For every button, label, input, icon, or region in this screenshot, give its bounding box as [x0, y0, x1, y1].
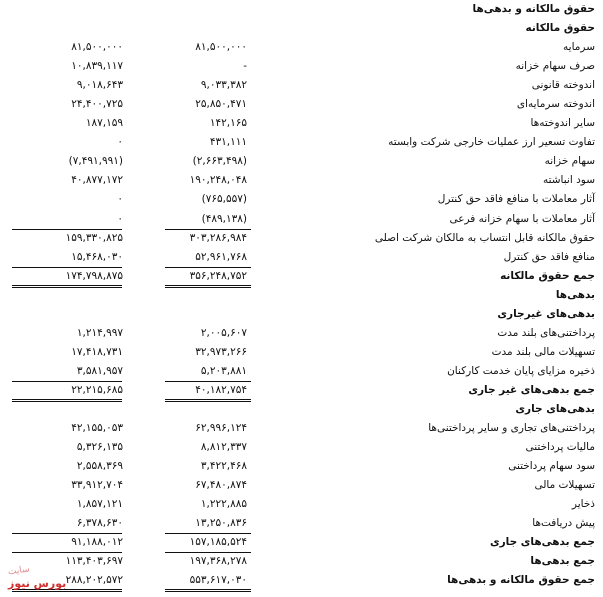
table-row [0, 133, 603, 152]
total-underline [12, 399, 122, 400]
value-current-year: ۶۲,۹۹۶,۱۲۴ [195, 422, 247, 435]
table-row [0, 248, 603, 267]
total-underline [165, 589, 251, 590]
table-row [0, 57, 603, 76]
row-label: حقوق مالکانه [525, 22, 595, 34]
total-underline [12, 381, 122, 382]
value-current-year: ۴۰,۱۸۲,۷۵۴ [195, 383, 247, 396]
value-prior-year: ۲۸۸,۲۰۲,۵۷۲ [65, 574, 123, 587]
total-underline [165, 401, 251, 402]
value-prior-year: ۱,۲۱۴,۹۹۷ [76, 326, 123, 339]
value-prior-year: ۳۳,۹۱۲,۷۰۴ [71, 479, 123, 492]
table-row [0, 152, 603, 171]
total-underline [165, 552, 251, 553]
total-underline [12, 287, 122, 288]
table-row [0, 438, 603, 457]
value-prior-year: ۲,۵۵۸,۳۶۹ [76, 460, 123, 473]
value-current-year: (۷۶۵,۵۵۷) [201, 193, 247, 206]
value-prior-year: ۴۰,۸۷۷,۱۷۲ [71, 174, 123, 187]
table-row [0, 95, 603, 114]
source-logo: بورس نیوز [8, 577, 67, 590]
total-underline [165, 399, 251, 400]
row-label: آثار معاملات با منافع فاقد حق کنترل [437, 193, 595, 206]
row-label: حقوق مالکانه قابل انتساب به مالکان شرکت اصلی [374, 231, 595, 244]
value-prior-year: ۱۰,۸۳۹,۱۱۷ [71, 60, 123, 73]
row-label: پرداختنی‌های بلند مدت [497, 326, 595, 339]
row-label: ذخایر [571, 498, 595, 511]
value-current-year: ۳۲,۹۷۳,۲۶۶ [195, 345, 247, 358]
row-label: پرداختنی‌های تجاری و سایر پرداختنی‌ها [428, 422, 595, 435]
total-underline [12, 229, 122, 230]
table-row [0, 305, 603, 324]
value-current-year: (۴۸۹,۱۳۸) [201, 212, 247, 225]
table-row [0, 533, 603, 552]
row-label: آثار معاملات با سهام خزانه فرعی [449, 212, 595, 225]
table-row [0, 76, 603, 95]
table-row [0, 38, 603, 57]
row-label: ذخیره مزایای پایان خدمت کارکنان [447, 364, 595, 377]
row-label: بدهی‌ها [555, 288, 595, 301]
value-current-year: ۹,۰۳۳,۳۸۲ [200, 79, 247, 92]
value-prior-year: ۹۱,۱۸۸,۰۱۲ [71, 536, 123, 549]
table-row [0, 400, 603, 419]
table-row [0, 324, 603, 343]
value-current-year: - [243, 60, 247, 73]
row-label: صرف سهام خزانه [515, 60, 595, 73]
row-label: جمع بدهی‌ها [530, 555, 595, 568]
table-row [0, 190, 603, 209]
row-label: تسهیلات مالی [534, 479, 595, 492]
total-underline [12, 267, 122, 268]
table-row [0, 171, 603, 190]
table-row [0, 457, 603, 476]
value-current-year: ۱,۲۲۲,۸۸۵ [200, 498, 247, 511]
row-label: بدهی‌های غیرجاری [497, 307, 595, 320]
total-underline [165, 533, 251, 534]
value-current-year: ۲۵,۸۵۰,۴۷۱ [195, 98, 247, 111]
value-prior-year: ۰ [117, 136, 123, 149]
value-current-year: ۸,۸۱۲,۳۳۷ [200, 441, 247, 454]
value-current-year: ۱۹۰,۲۴۸,۰۴۸ [189, 174, 247, 187]
value-current-year: ۵۵۳,۶۱۷,۰۳۰ [189, 574, 247, 587]
row-label: مالیات پرداختنی [525, 441, 595, 454]
watermark: سایت [7, 564, 31, 578]
value-current-year: ۳۵۶,۲۴۸,۷۵۲ [189, 269, 247, 282]
total-underline [12, 591, 122, 592]
value-prior-year: ۱,۸۵۷,۱۲۱ [76, 498, 123, 511]
value-current-year: ۶۷,۴۸۰,۸۷۴ [195, 479, 247, 492]
table-row [0, 114, 603, 133]
value-prior-year: ۱۸۷,۱۵۹ [85, 117, 123, 130]
row-label: سود سهام پرداختنی [508, 460, 595, 473]
row-label: منافع فاقد حق کنترل [503, 250, 595, 263]
value-prior-year: ۱۵,۴۶۸,۰۳۰ [71, 250, 123, 263]
value-current-year: ۵۲,۹۶۱,۷۶۸ [195, 250, 247, 263]
row-label: جمع بدهی‌های غیر جاری [468, 383, 595, 396]
table-row [0, 381, 603, 400]
row-label: جمع بدهی‌های جاری [489, 536, 595, 549]
total-underline [165, 285, 251, 286]
value-prior-year: ۰ [117, 212, 123, 225]
table-row [0, 210, 603, 229]
table-row [0, 343, 603, 362]
table-row [0, 19, 603, 38]
value-current-year: ۱۹۷,۳۶۸,۲۷۸ [189, 555, 247, 568]
value-prior-year: ۲۴,۴۰۰,۷۲۵ [71, 98, 123, 111]
table-row [0, 286, 603, 305]
row-label: جمع حقوق مالکانه و بدهی‌ها [447, 574, 595, 587]
value-current-year: ۳۰۳,۲۸۶,۹۸۴ [189, 231, 247, 244]
value-prior-year: ۰ [117, 193, 123, 206]
value-current-year: ۳,۴۲۲,۴۶۸ [200, 460, 247, 473]
row-label: اندوخته سرمایه‌ای [516, 98, 595, 111]
value-prior-year: ۱۷۴,۷۹۸,۸۷۵ [65, 269, 123, 282]
value-prior-year: ۱۱۳,۴۰۳,۶۹۷ [65, 555, 123, 568]
value-prior-year: ۴۲,۱۵۵,۰۵۳ [71, 422, 123, 435]
value-current-year: ۱۳,۲۵۰,۸۳۶ [195, 517, 247, 530]
table-row [0, 571, 603, 590]
value-current-year: ۸۱,۵۰۰,۰۰۰ [195, 41, 247, 54]
row-label: پیش دریافت‌ها [532, 517, 595, 530]
value-current-year: ۲,۰۰۵,۶۰۷ [200, 326, 247, 339]
row-label: سایر اندوخته‌ها [530, 117, 595, 130]
row-label: سهام خزانه [544, 155, 595, 168]
total-underline [165, 267, 251, 268]
total-underline [165, 287, 251, 288]
total-underline [12, 552, 122, 553]
total-underline [165, 229, 251, 230]
value-prior-year: ۵,۳۲۶,۱۳۵ [76, 441, 123, 454]
value-prior-year: ۸۱,۵۰۰,۰۰۰ [71, 41, 123, 54]
row-label: بدهی‌های جاری [515, 403, 595, 415]
value-prior-year: ۲۲,۲۱۵,۶۸۵ [71, 383, 123, 396]
table-row [0, 476, 603, 495]
value-current-year: ۵,۲۰۳,۸۸۱ [200, 364, 247, 377]
value-current-year: ۱۴۲,۱۶۵ [209, 117, 247, 130]
row-label: جمع حقوق مالکانه [500, 269, 595, 282]
value-prior-year: ۶,۳۷۸,۶۳۰ [76, 517, 123, 530]
row-label: تسهیلات مالی بلند مدت [491, 345, 595, 358]
total-underline [165, 591, 251, 592]
table-row [0, 362, 603, 381]
table-row [0, 267, 603, 286]
table-row [0, 229, 603, 248]
table-row [0, 495, 603, 514]
table-row [0, 514, 603, 533]
total-underline [165, 381, 251, 382]
value-current-year: ۱۵۷,۱۸۵,۵۲۴ [189, 536, 247, 549]
value-prior-year: ۳,۵۸۱,۹۵۷ [76, 364, 123, 377]
value-current-year: ۴۳۱,۱۱۱ [209, 136, 247, 149]
row-label: اندوخته قانونی [531, 79, 595, 92]
total-underline [12, 285, 122, 286]
total-underline [12, 401, 122, 402]
row-label: تفاوت تسعیر ارز عملیات خارجی شرکت وابسته [388, 136, 595, 149]
table-row [0, 552, 603, 571]
row-label: سود انباشته [542, 174, 595, 187]
value-current-year: (۲,۶۶۳,۴۹۸) [192, 155, 247, 168]
row-label: سرمایه [563, 41, 595, 54]
document-title: حقوق مالکانه و بدهی‌ها [472, 3, 595, 15]
section-title-row [0, 0, 603, 19]
table-row [0, 419, 603, 438]
value-prior-year: ۱۷,۴۱۸,۷۳۱ [71, 345, 123, 358]
value-prior-year: ۱۵۹,۳۳۰,۸۲۵ [65, 231, 123, 244]
total-underline [12, 533, 122, 534]
value-prior-year: ۹,۰۱۸,۶۴۳ [76, 79, 123, 92]
value-prior-year: (۷,۴۹۱,۹۹۱) [68, 155, 123, 168]
